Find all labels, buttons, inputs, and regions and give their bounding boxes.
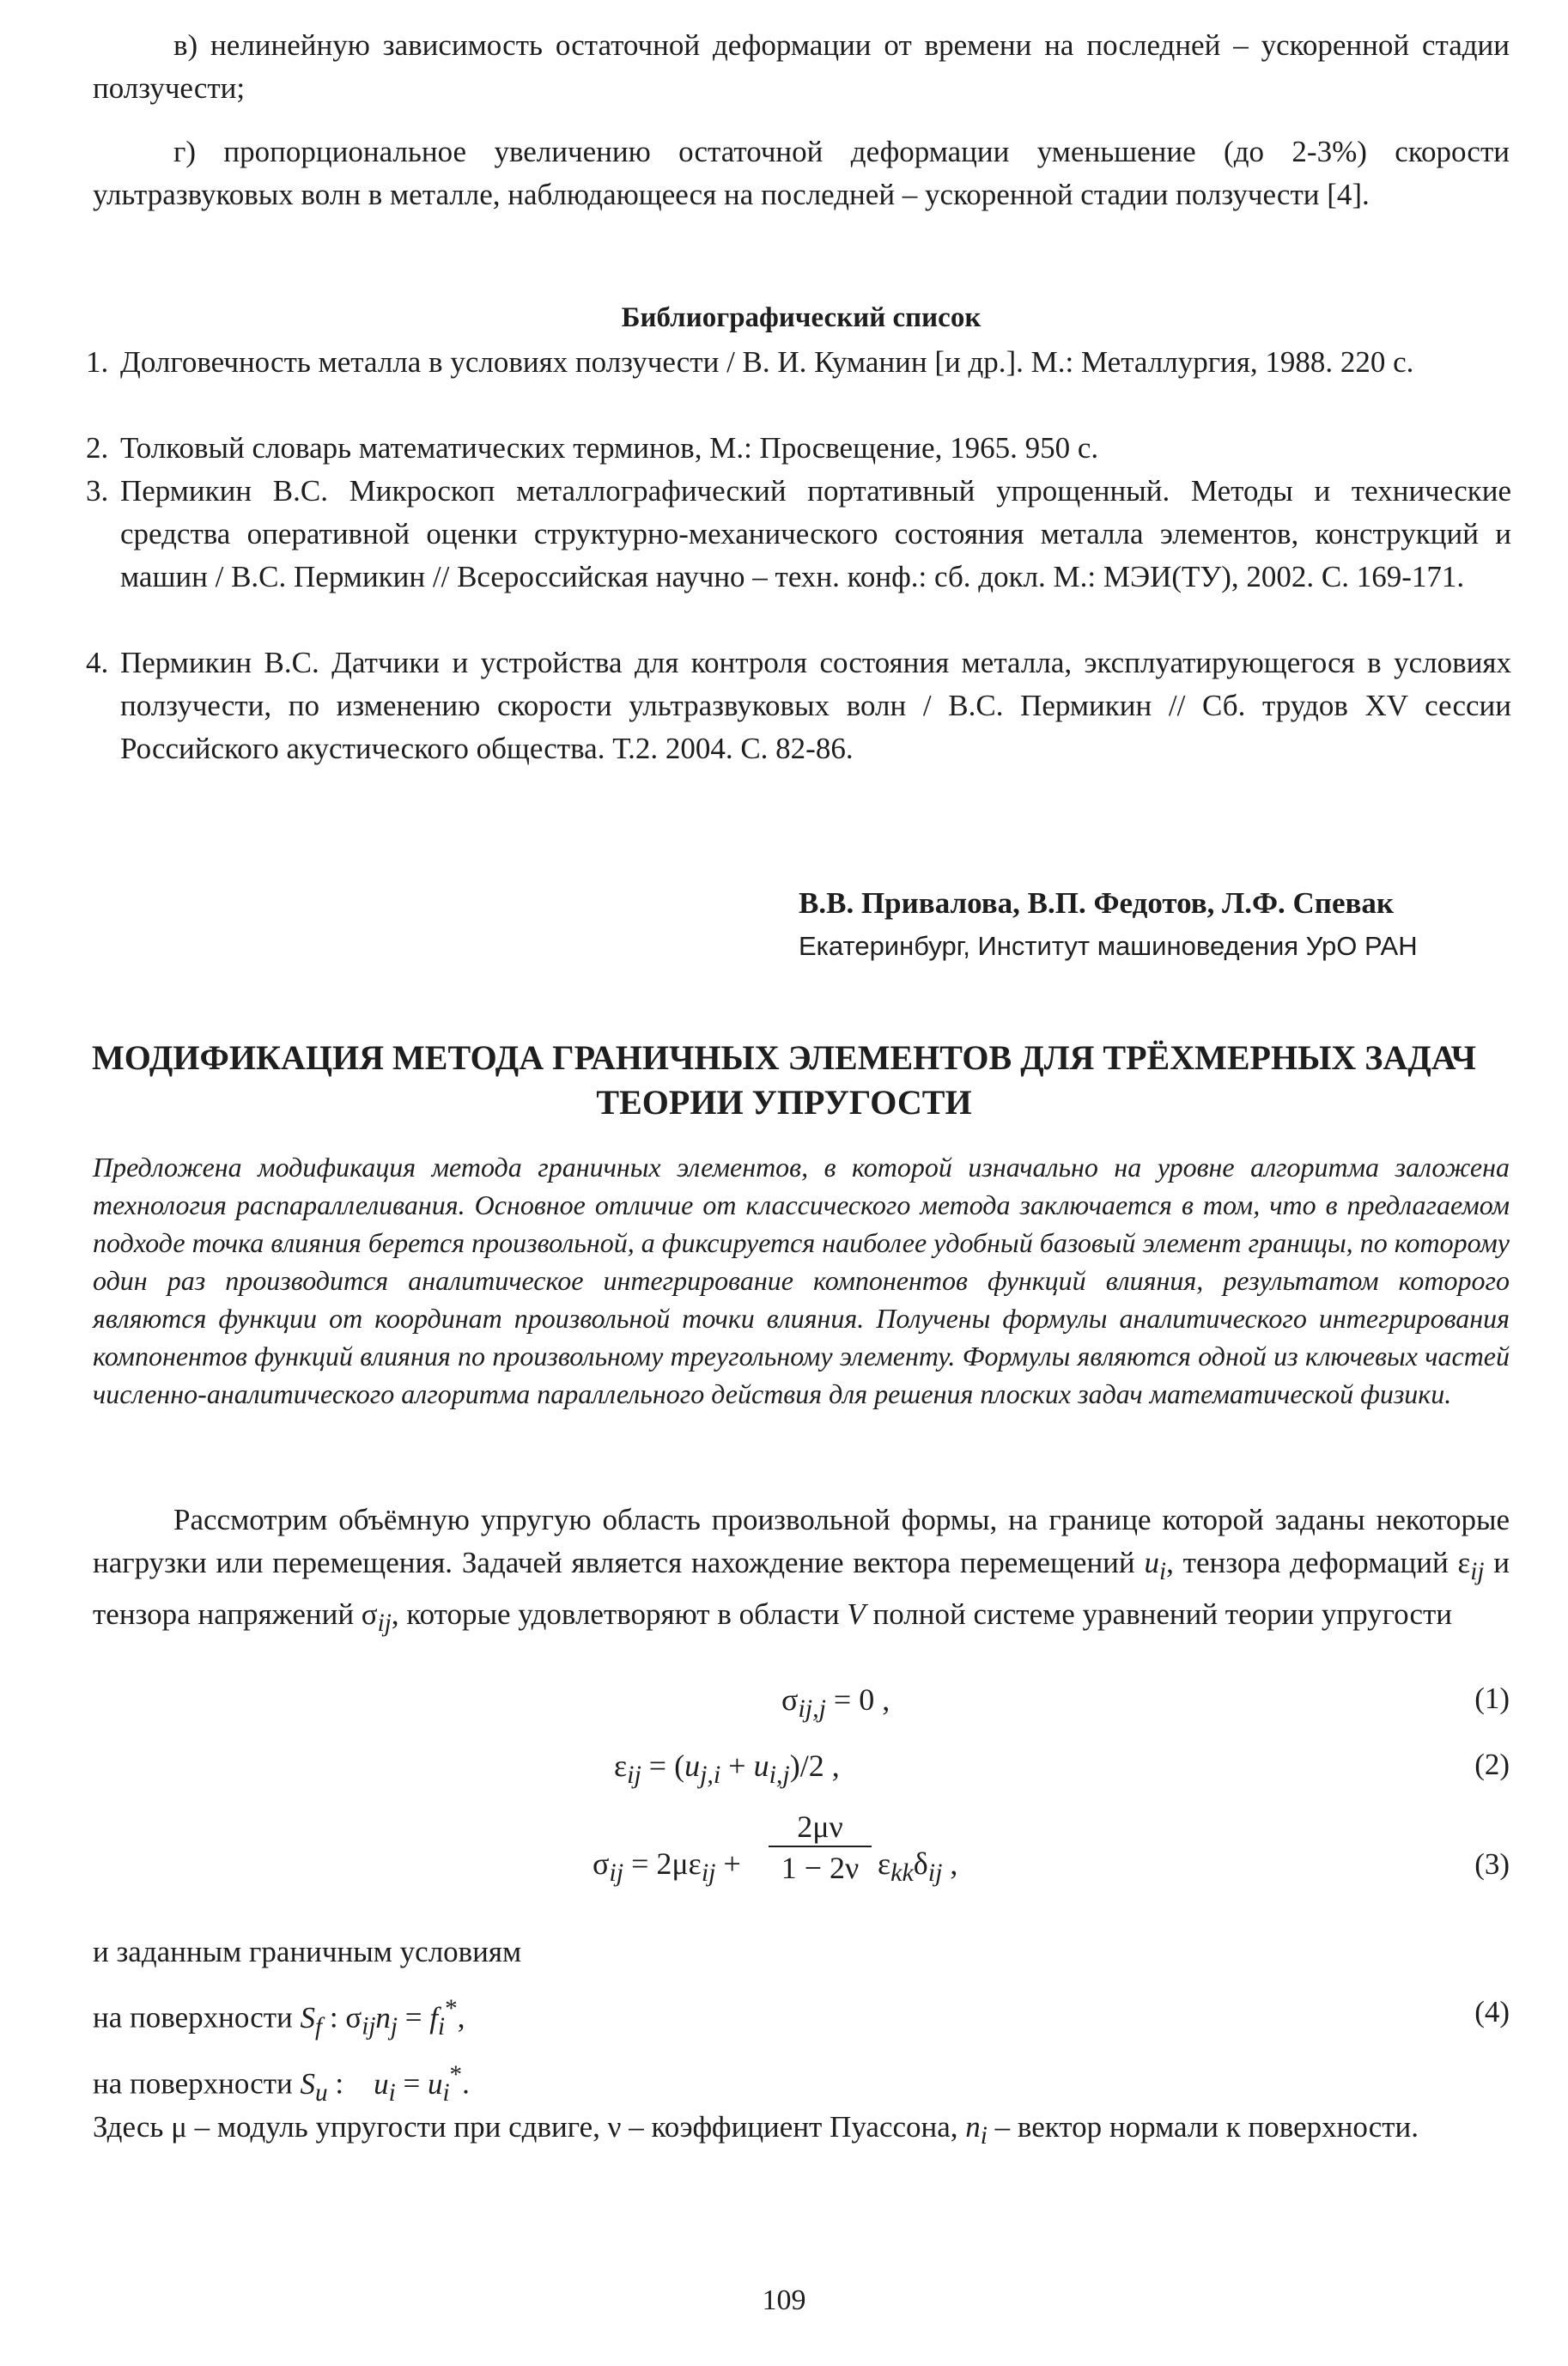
- equation-number: (3): [1474, 1847, 1510, 1881]
- bibliography-heading: Библиографический список: [621, 302, 982, 333]
- equation-number: (4): [1474, 1995, 1510, 2028]
- article-abstract: Предложена модификация метода граничных элементов, в которой изначально на уровне алгоритма заложена технология распараллеливания. Основное отличие от классического метода заключается в том, что в предлагаемом подходе точка влияния берется произвольной, а фиксируется наиболее удобный базовый элемент границы, по которому один раз производится аналитическое интегрирование компонентов функций влияния, результатом которого являются функции от координат произвольной точки влияния. Получены формулы аналитического интегрирования компонентов функций влияния по произвольному треугольному элементу. Формулы являются одной из ключевых частей численно-аналитического алгоритма параллельного действия для решения плоских задач математической физики.: [93, 1152, 1510, 1409]
- reference-item-4: [86, 642, 1511, 813]
- reference-text: Пермикин В.С. Микроскоп металлографический портативный упрощенный. Методы и технические средства оперативной оценки структурно-механического состояния металла элементов, конструкций и машин / В.С. Пермикин // Всероссийская научно – техн. конф.: сб. докл. М.: МЭИ(ТУ), 2002. С. 169-171.: [120, 474, 1511, 593]
- document-page: в) нелинейную зависимость остаточной деформации от времени на последней – ускоренной стадии ползучести; г) пропорциональное увеличению остаточной деформации уменьшение (до 2-3%) скорости ультразвуковых волн в металле, наблюдающееся на последней – ускоренной стадии ползучести [4]. Библиографический список 1. Долговечность металла в условиях ползучести / В. И. Куманин [и др.]. М.: Металлургия, 1988. 220 с. 2. Толковый словарь математических терминов, М.: Просвещение, 1965. 950 с. 3. Пермикин В.С. Микроскоп металлографический портативный упрощенный. Методы и технические средства оперативной оценки структурно-механического состояния металла элементов, конструкций и машин / В.С. Пермикин // Всероссийская научно – техн. конф.: сб. докл. М.: МЭИ(ТУ), 2002. С. 169-171. 4. Пермикин В.С. Датчики и устройства для контроля состояния металла, эксплуатирующегося в условиях ползучести, по изменению скорости ультразвуковых волн / В.С. Пермикин // Сб. трудов XV сессии Российского акустического общества. Т.2. 2004. С. 82-86. В.В. Привалова, В.П. Федотов, Л.Ф. Спевак Екатеринбург, Институт машиноведения УрО РАН МОДИФИКАЦИЯ МЕТОДА ГРАНИЧНЫХ ЭЛЕМЕНТОВ ДЛЯ ТРЁХМЕРНЫХ ЗАДАЧ ТЕОРИИ УПРУГОСТИ Предложена модификация метода граничных элементов, в которой изначально на уровне алгоритма заложена технология распараллеливания. Основное отличие от классического метода заключается в том, что в предлагаемом подходе точка влияния берется произвольной, а фиксируется наиболее удобный базовый элемент границы, по которому один раз производится аналитическое интегрирование компонентов функций влияния, результатом которого являются функции от координат произвольной точки влияния. Получены формулы аналитического интегрирования компонентов функций влияния по произвольному треугольному элементу. Формулы являются одной из ключевых частей численно-аналитического алгоритма параллельного действия для решения плоских задач математической физики. Рассмотрим объёмную упругую область произвольной формы, на границе которой заданы некоторые нагрузки или перемещения. Задачей является нахождение вектора перемещений $u_i$, тензора деформаций $\varepsilon_{ij}$ и тензора напряжений $\sigma_{ij}$, которые удовлетворяют в области V полной системе уравнений теории упругости $\sigma_{ij,j} = 0$ , (1) $\varepsilon_{ij} = (u_{j,i} + u_{i,j})/2$ , (2) $\sigma_{ij} = 2\mu\varepsilon_{ij}$ + 2μν 1 − 2ν $\varepsilon_{kk}\delta_{ij}$ , (3) и заданным граничным условиям на поверхности $S_f$ : $\sigma_{ij}n_j = f_i^*$, (4) на поверхности $S_u$ : $u_i = u_i^*$. Здесь μ – модуль упругости при сдвиге, ν – коэффициент Пуассона, $n_i$ – вектор нормали к поверхности. 109: [0, 0, 1568, 2366]
- page-number: 109: [762, 2284, 806, 2316]
- reference-text: Толковый словарь математических терминов, М.: Просвещение, 1965. 950 с.: [120, 431, 1099, 465]
- boundary-condition-f: на поверхности $S_f$ : $\sigma_{ij}n_j = f_i^*$,: [93, 1995, 465, 2041]
- reference-number: 1.: [86, 345, 109, 379]
- reference-number: 4.: [86, 646, 109, 679]
- reference-item-1: [86, 341, 1511, 427]
- article-affiliation: Екатеринбург, Институт машиноведения УрО РАН: [799, 931, 1418, 961]
- equation-number: (2): [1474, 1748, 1510, 1781]
- article-title: МОДИФИКАЦИЯ МЕТОДА ГРАНИЧНЫХ ЭЛЕМЕНТОВ ДЛЯ ТРЁХМЕРНЫХ ЗАДАЧ ТЕОРИИ УПРУГОСТИ: [92, 1038, 1476, 1122]
- reference-text: Долговечность металла в условиях ползучести / В. И. Куманин [и др.]. М.: Металлургия, 1988. 220 с.: [120, 345, 1414, 379]
- article-authors: В.В. Привалова, В.П. Федотов, Л.Ф. Спевак: [799, 886, 1395, 920]
- body-paragraph: Рассмотрим объёмную упругую область произвольной формы, на границе которой заданы некоторые нагрузки или перемещения. Задачей является нахождение вектора перемещений $u_i$, тензора деформаций $\varepsilon_{ij}$ и тензора напряжений $\sigma_{ij}$, которые удовлетворяют в области V полной системе уравнений теории упругости: [93, 1503, 1510, 1637]
- reference-number: 3.: [86, 474, 109, 508]
- equation-1: $\sigma_{ij,j} = 0$ ,: [781, 1682, 890, 1724]
- reference-number: 2.: [86, 431, 109, 465]
- boundary-conditions-intro: и заданным граничным условиям: [93, 1935, 522, 1968]
- paragraph-item-g: г) пропорциональное увеличению остаточной деформации уменьшение (до 2-3%) скорости ультразвуковых волн в металле, наблюдающееся на последней – ускоренной стадии ползучести [4].: [93, 135, 1510, 211]
- reference-text: Пермикин В.С. Датчики и устройства для контроля состояния металла, эксплуатирующегося в условиях ползучести, по изменению скорости ультразвуковых волн / В.С. Пермикин // Сб. трудов XV сессии Российского акустического общества. Т.2. 2004. С. 82-86.: [120, 646, 1511, 765]
- equation-number: (1): [1474, 1682, 1510, 1715]
- equation-2: $\varepsilon_{ij} = (u_{j,i} + u_{i,j})/2$ ,: [614, 1749, 840, 1790]
- paragraph-item-v: в) нелинейную зависимость остаточной деформации от времени на последней – ускоренной стадии ползучести;: [93, 28, 1510, 105]
- article-authors-block: [799, 882, 1520, 968]
- boundary-condition-u: на поверхности $S_u$ : $u_i = u_i^*$.: [93, 2061, 470, 2107]
- closing-paragraph: Здесь μ – модуль упругости при сдвиге, ν – коэффициент Пуассона, $n_i$ – вектор нормали к поверхности.: [93, 2110, 1419, 2150]
- reference-item-2: [86, 427, 1511, 470]
- reference-item-3: [86, 470, 1511, 642]
